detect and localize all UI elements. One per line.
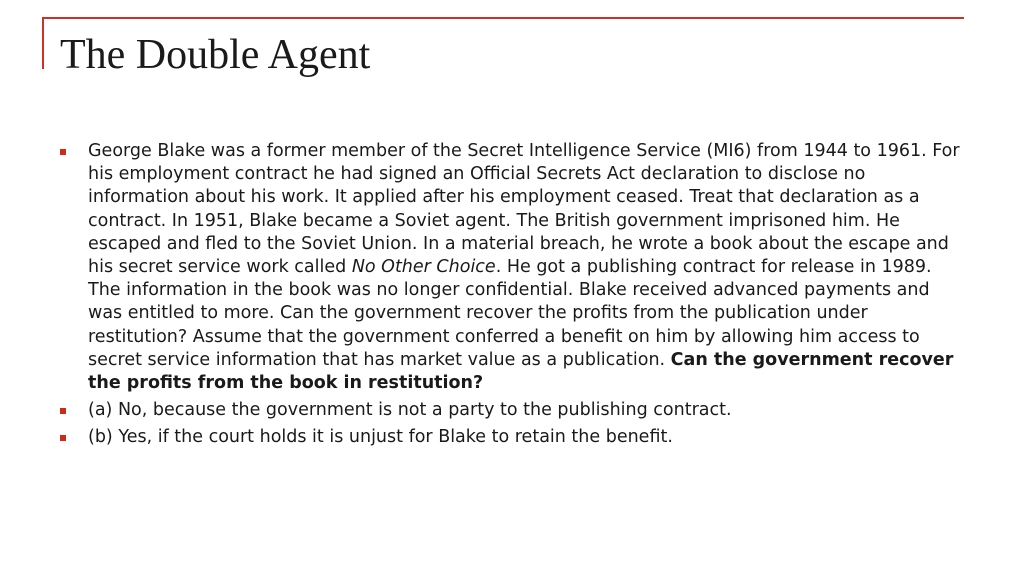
slide-title: The Double Agent (60, 32, 371, 78)
bullet-item-scenario (60, 140, 960, 395)
bullet-item-option-a (60, 399, 960, 422)
option-a-text: (a) No, because the government is not a party to the publishing contract. (88, 400, 732, 421)
option-b-text: (b) Yes, if the court holds it is unjust for Blake to retain the benefit. (88, 427, 673, 448)
bullet-list (60, 140, 960, 454)
square-bullet-icon (60, 408, 66, 414)
bullet-item-option-b (60, 426, 960, 449)
title-accent-rule-horizontal (42, 17, 964, 19)
scenario-text-before: George Blake was a former member of the Secret Intelligence Service (MI6) from 1944 to 1961. For his employment contract he had signed an Official Secrets Act declaration to disclose no information about his work. It applied after his employment ceased. Treat that declaration as a contract. In 1951, Blake became a Soviet agent. The British government imprisoned him. He escaped and fled to the Soviet Union. In a material breach, he wrote a book about the escape and his secret service work called (88, 141, 960, 278)
title-accent-rule-vertical (42, 17, 44, 69)
square-bullet-icon (60, 435, 66, 441)
scenario-text-after: . He got a publishing contract for release in 1989. The information in the book was no longer confidential. Blake received advanced payments and was entitled to more. Can the government recover the profits from the publication under restitution? Assume that the government conferred a benefit on him by allowing him access to secret service information that has market value as a publication. (88, 257, 932, 370)
scenario-question: Can the government recover the profits from the book in restitution? (88, 349, 954, 394)
square-bullet-icon (60, 149, 66, 155)
book-title: No Other Choice (351, 257, 496, 278)
